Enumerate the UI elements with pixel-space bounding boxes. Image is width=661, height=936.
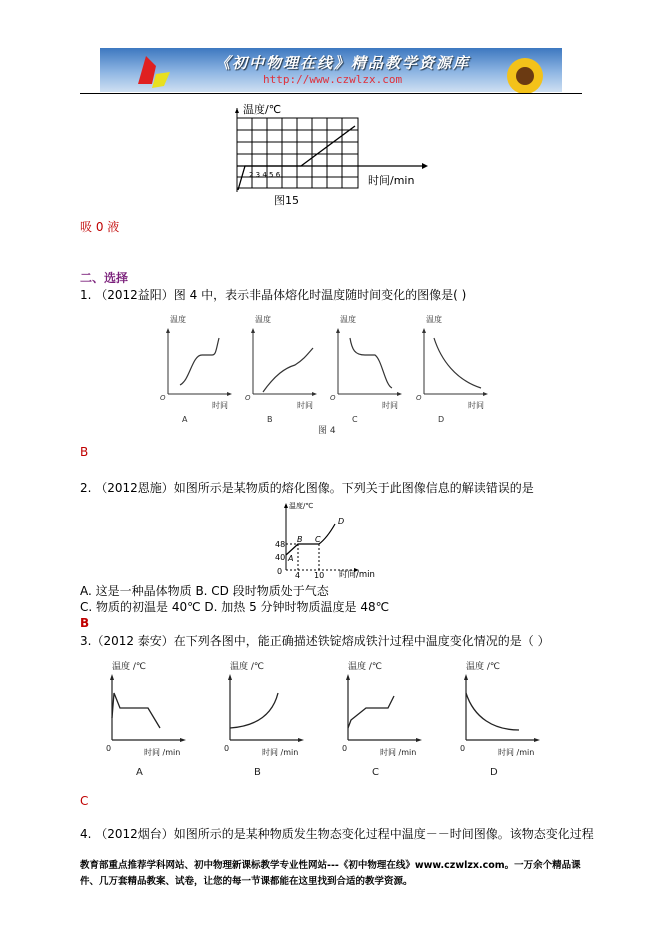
figure-caption: 图 4 bbox=[318, 426, 336, 436]
option-label: D bbox=[438, 415, 445, 424]
header-banner bbox=[100, 48, 562, 92]
chart-panel-C bbox=[330, 314, 402, 424]
axes bbox=[424, 330, 484, 394]
banner-url[interactable]: http://www.czwlzx.com bbox=[263, 73, 403, 86]
curve bbox=[434, 338, 481, 388]
figure-caption: 图15 bbox=[274, 194, 299, 207]
answer-1: B bbox=[80, 445, 89, 459]
origin-label: 0 bbox=[460, 744, 466, 753]
logo-icon bbox=[128, 54, 178, 90]
option-label: A bbox=[182, 415, 188, 424]
answer-text: 吸 0 液 bbox=[80, 220, 120, 234]
x-tick: 4 bbox=[295, 571, 301, 580]
question-3: 3.（2012 泰安）在下列各图中，能正确描述铁锭熔成铁汁过程中温度变化情况的是（ ） bbox=[80, 634, 550, 648]
footer-text: 教育部重点推荐学科网站、初中物理新课标教学专业性网站---《初中物理在线》www.czwlzx.com。一万余个精品课件、几万套精品教案、试卷，让您的每一节课都能在这里找到合适的教学资源。 bbox=[80, 860, 581, 887]
axis-arrows bbox=[228, 674, 304, 742]
y-axis-label: 温度 /℃ bbox=[112, 662, 147, 672]
origin-label: 0 bbox=[342, 744, 348, 753]
banner-title: 《初中物理在线》精品教学资源库 bbox=[215, 54, 471, 72]
option-label: C bbox=[352, 415, 358, 424]
curve bbox=[263, 348, 313, 392]
section-title: 二、选择 bbox=[80, 271, 129, 285]
y-tick: 48 bbox=[275, 540, 286, 549]
options-line-1: A. 这是一种晶体物质 B. CD 段时物质处于气态 bbox=[80, 584, 329, 598]
x-axis-label: 时间 bbox=[212, 401, 228, 410]
origin-label: O bbox=[416, 394, 422, 402]
melting-curve bbox=[286, 524, 335, 555]
x-axis-label: 时间 /min bbox=[144, 748, 181, 757]
point-label: B bbox=[297, 535, 303, 544]
y-axis-label: 温度 /℃ bbox=[348, 662, 383, 672]
x-axis-label: 时间 bbox=[468, 401, 484, 410]
y-axis-label: 温度/℃ bbox=[289, 502, 314, 510]
axis-arrows bbox=[336, 328, 402, 396]
x-axis-label: 时间/min bbox=[368, 174, 415, 187]
y-axis-label: 温度 bbox=[170, 315, 186, 324]
curve bbox=[180, 338, 219, 385]
figure-q3 bbox=[100, 658, 535, 783]
origin-label: 0 bbox=[106, 744, 112, 753]
origin-label: O bbox=[160, 394, 166, 402]
curve bbox=[348, 696, 394, 728]
chart-panel-D bbox=[460, 660, 540, 778]
curve bbox=[350, 338, 392, 388]
x-axis-arrow bbox=[422, 163, 428, 169]
y-axis-arrow bbox=[235, 108, 239, 113]
y-axis-label: 温度 bbox=[340, 315, 356, 324]
x-axis-label: 时间 bbox=[382, 401, 398, 410]
options-line-2: C. 物质的初温是 40℃ D. 加热 5 分钟时物质温度是 48℃ bbox=[80, 600, 390, 614]
answer-2: B bbox=[80, 616, 90, 630]
option-label: D bbox=[490, 767, 498, 778]
tick-labels: 2 3 4 5 6 bbox=[249, 171, 281, 179]
header-divider bbox=[80, 93, 582, 94]
melting-graph bbox=[275, 500, 400, 578]
y-axis-label: 温度 bbox=[255, 315, 271, 324]
x-axis-label: 时间 /min bbox=[498, 748, 535, 757]
y-tick: 0 bbox=[277, 567, 283, 576]
answer-3: C bbox=[80, 794, 89, 808]
figure-4 bbox=[160, 310, 505, 438]
figure-15 bbox=[225, 100, 435, 210]
axes bbox=[348, 678, 418, 740]
question-2: 2. （2012恩施）如图所示是某物质的熔化图像。下列关于此图像信息的解读错误的是 bbox=[80, 481, 534, 495]
point-label: D bbox=[338, 517, 345, 526]
axes bbox=[466, 678, 536, 740]
curve bbox=[230, 693, 278, 728]
sunflower-icon bbox=[495, 52, 555, 92]
axis-arrows bbox=[464, 674, 540, 742]
axes bbox=[230, 678, 300, 740]
x-axis-label: 时间/min bbox=[339, 570, 375, 580]
axis-arrows bbox=[251, 328, 317, 396]
y-tick: 40 bbox=[275, 553, 286, 562]
origin-label: O bbox=[245, 394, 251, 402]
axes bbox=[112, 678, 182, 740]
axis-arrows bbox=[166, 328, 232, 396]
y-axis-label: 温度 bbox=[426, 315, 442, 324]
chart-panel-C bbox=[342, 660, 422, 778]
curve bbox=[466, 693, 519, 730]
option-label: A bbox=[136, 767, 143, 778]
y-axis-label: 温度 /℃ bbox=[230, 662, 265, 672]
x-axis-label: 时间 /min bbox=[380, 748, 417, 757]
point-label: C bbox=[315, 535, 321, 544]
question-1: 1. （2012益阳）图 4 中，表示非晶体熔化时温度随时间变化的图像是( ) bbox=[80, 288, 467, 302]
question-4: 4. （2012烟台）如图所示的是某种物质发生物态变化过程中温度－－时间图像。该物态变化过程 bbox=[80, 827, 594, 841]
chart-panel-B bbox=[224, 660, 304, 778]
chart-panel-A bbox=[106, 660, 186, 778]
chart-panel-D bbox=[416, 314, 488, 424]
axis-arrows bbox=[422, 328, 488, 396]
curve bbox=[112, 693, 160, 728]
y-axis-label: 温度/℃ bbox=[243, 103, 282, 116]
x-tick: 10 bbox=[314, 571, 325, 580]
option-label: B bbox=[254, 767, 261, 778]
option-label: C bbox=[372, 767, 379, 778]
option-label: B bbox=[267, 415, 273, 424]
origin-label: O bbox=[330, 394, 336, 402]
x-axis-label: 时间 /min bbox=[262, 748, 299, 757]
chart-panel-A bbox=[160, 314, 232, 424]
chart-panel-B bbox=[245, 314, 317, 424]
origin-label: 0 bbox=[224, 744, 230, 753]
x-axis-label: 时间 bbox=[297, 401, 313, 410]
point-label: A bbox=[288, 554, 294, 563]
axes bbox=[253, 330, 313, 394]
y-axis-label: 温度 /℃ bbox=[466, 662, 501, 672]
